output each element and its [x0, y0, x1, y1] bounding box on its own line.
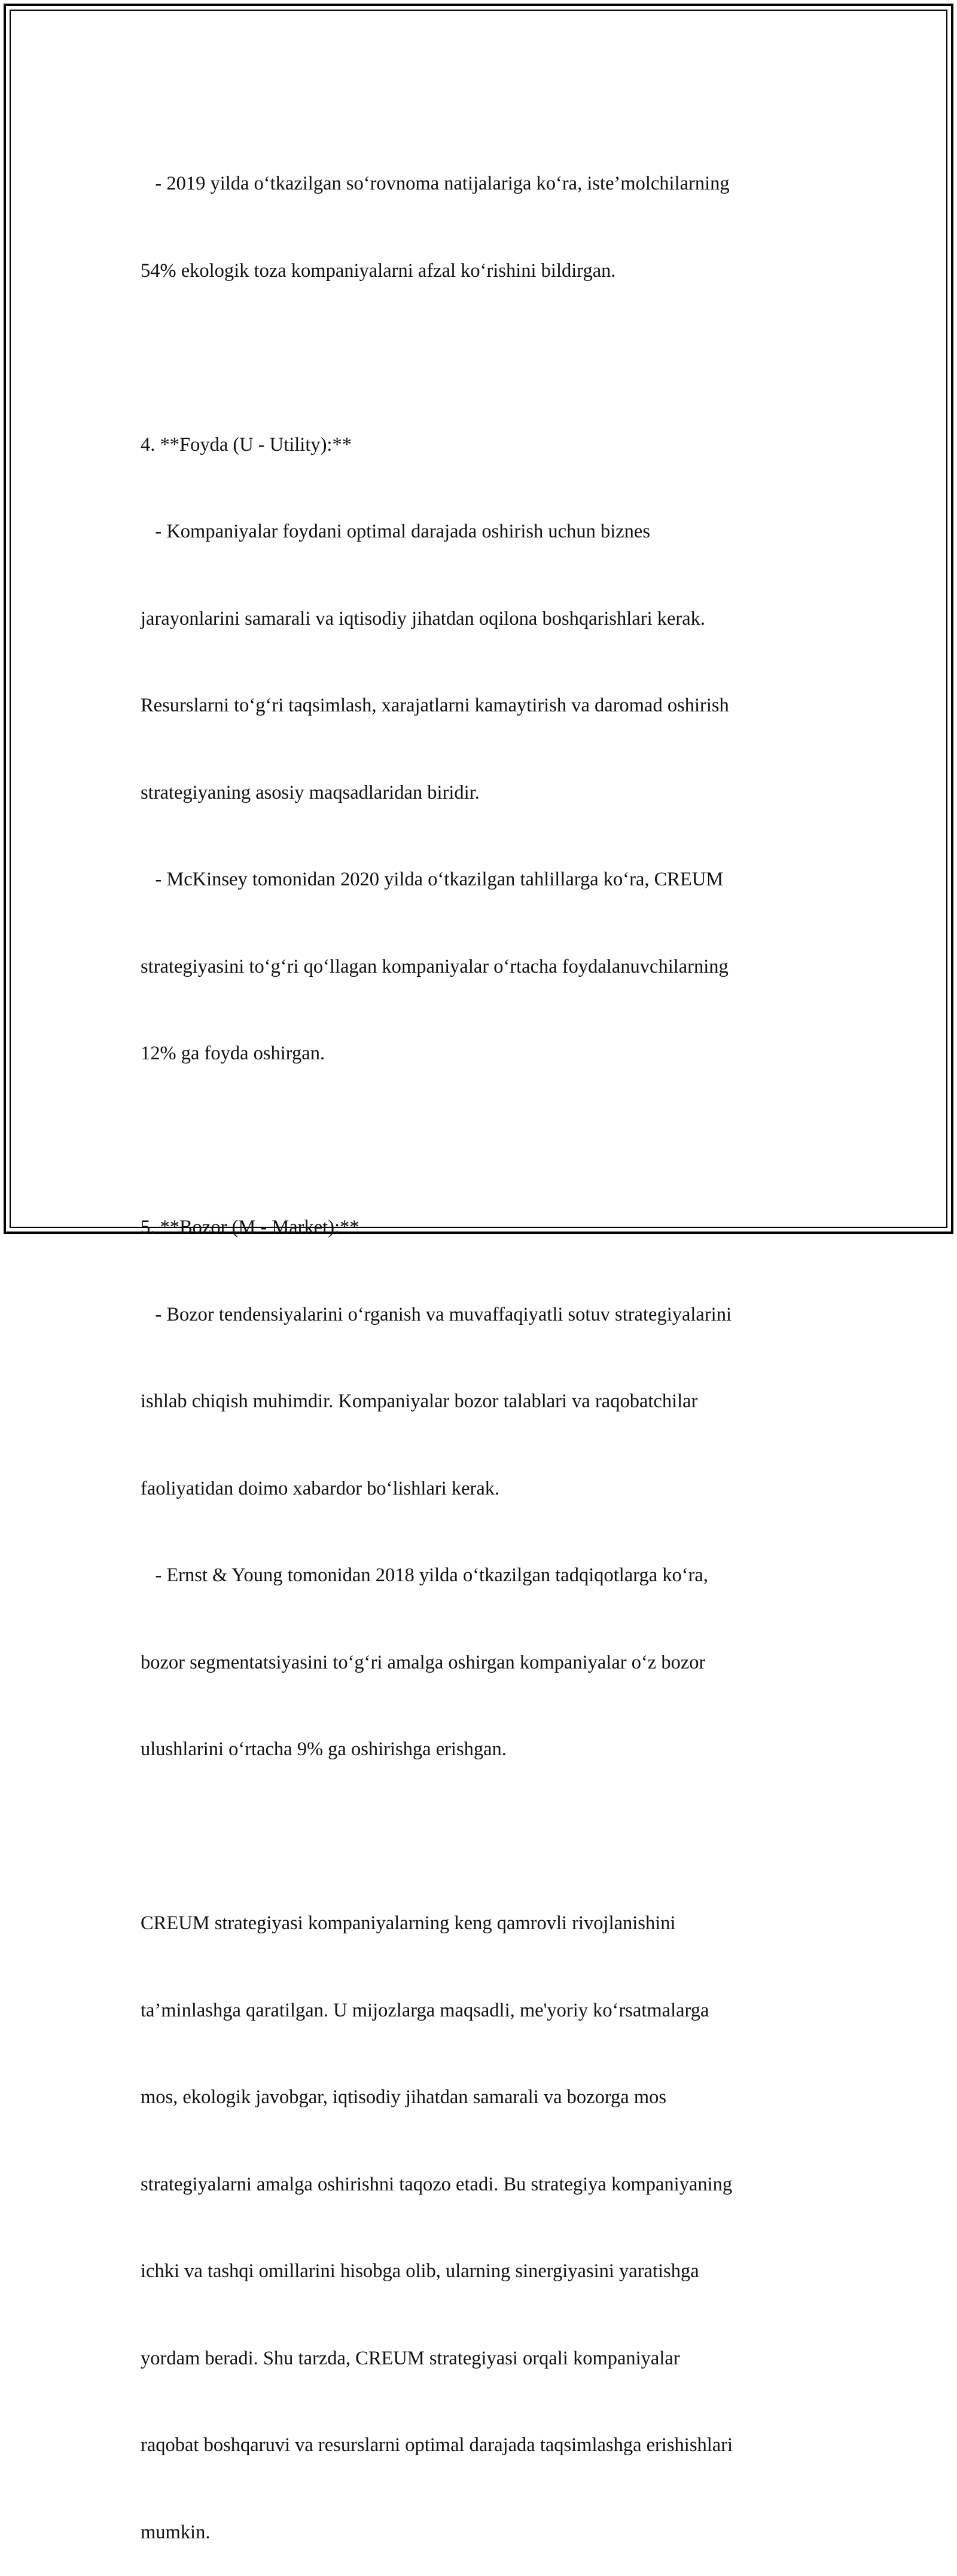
text-line: yordam beradi. Shu tarzda, CREUM strategiyasi orqali kompaniyalar	[141, 2347, 680, 2369]
text-line: ulushlarini o‘rtacha 9% ga oshirishga erishgan.	[141, 1738, 507, 1760]
text-line: - Kompaniyalar foydani optimal darajada oshirish uchun biznes	[141, 521, 650, 542]
text-line: - Bozor tendensiyalarini o‘rganish va muvaffaqiyatli sotuv strategiyalarini	[141, 1303, 732, 1325]
text-line: ishlab chiqish muhimdir. Kompaniyalar bozor talablari va raqobatchilar	[141, 1391, 698, 1412]
text-line: 54% ekologik toza kompaniyalarni afzal ko‘rishini bildirgan.	[141, 259, 616, 282]
text-line: mos, ekologik javobgar, iqtisodiy jihatdan samarali va bozorga mos	[141, 2086, 667, 2108]
text-line: - 2019 yilda o‘tkazilgan so‘rovnoma natijalariga ko‘ra, iste’molchilarning	[141, 173, 730, 194]
text-line: mumkin.	[141, 2521, 211, 2543]
text-line: faoliyatidan doimo xabardor bo‘lishlari kerak.	[141, 1477, 500, 1499]
text-line: Resurslarni to‘g‘ri taqsimlash, xarajatlarni kamaytirish va daromad oshirish	[141, 695, 729, 716]
text-line: ta’minlashga qaratilgan. U mijozlarga maqsadli, me'yoriy ko‘rsatmalarga	[141, 1999, 709, 2021]
text-line: - Ernst & Young tomonidan 2018 yilda o‘tkazilgan tadqiqotlarga ko‘ra,	[141, 1564, 708, 1586]
text-line: 12% ga foyda oshirgan.	[141, 1043, 325, 1064]
section-heading-bozor: 5. **Bozor (M - Market):**	[141, 1217, 359, 1238]
blank-line	[141, 1822, 822, 1851]
text-line: - McKinsey tomonidan 2020 yilda o‘tkazilgan tahlillarga ko‘ra, CREUM	[141, 869, 724, 890]
text-line: ichki va tashqi omillarini hisobga olib, ularning sinergiyasini yaratishga	[141, 2260, 699, 2282]
text-line: CREUM strategiyasi kompaniyalarning keng qamrovli rivojlanishini	[141, 1912, 676, 1934]
text-line: raqobat boshqaruvi va resurslarni optimal darajada taqsimlashga erishishlari	[141, 2434, 733, 2456]
text-line: strategiyaning asosiy maqsadlaridan biridir.	[141, 781, 480, 803]
section-heading-foyda: 4. **Foyda (U - Utility):**	[141, 433, 352, 456]
blank-line	[141, 343, 822, 372]
text-line: strategiyasini to‘g‘ri qo‘llagan kompaniyalar o‘rtacha foydalanuvchilarning	[141, 955, 729, 977]
text-line: bozor segmentatsiyasini to‘g‘ri amalga oshirgan kompaniyalar o‘z bozor	[141, 1651, 706, 1673]
text-line: jarayonlarini samarali va iqtisodiy jihatdan oqilona boshqarishlari kerak.	[141, 607, 706, 630]
blank-line	[141, 1126, 822, 1156]
text-line: strategiyalarni amalga oshirishni taqozo etadi. Bu strategiya kompaniyaning	[141, 2173, 733, 2195]
document-body	[141, 111, 822, 2576]
